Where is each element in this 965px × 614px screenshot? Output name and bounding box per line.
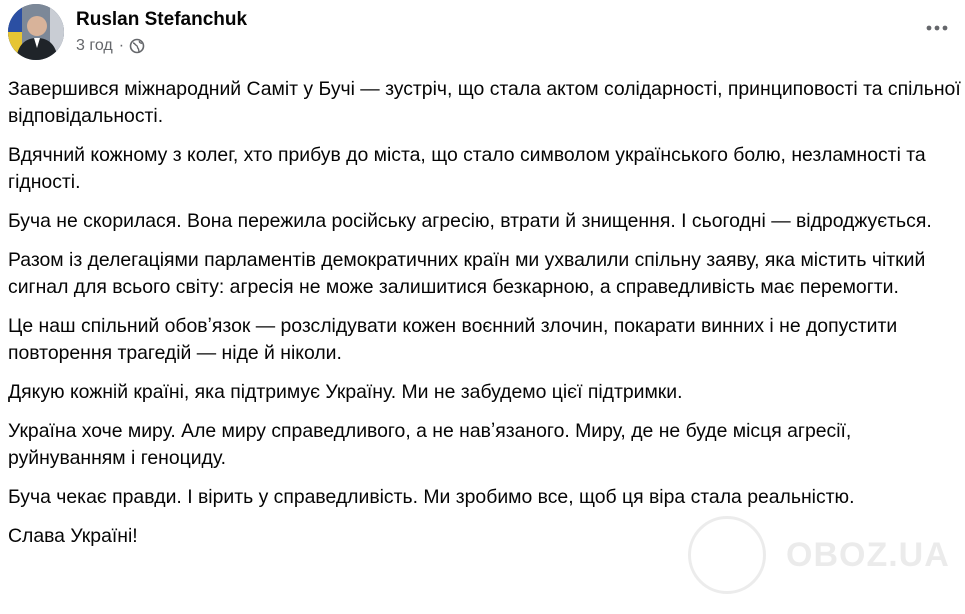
post-text — [8, 76, 963, 562]
avatar-image — [8, 4, 64, 60]
watermark-text: OBOZ.UA — [786, 536, 950, 574]
post-paragraph: Україна хоче миру. Але миру справедливого, а не навʼязаного. Миру, де не буде місця агресії, руйнуванням і геноциду. — [8, 420, 852, 469]
more-options-icon[interactable] — [921, 16, 953, 40]
post-paragraph: Буча не скорилася. Вона пережила російську агресію, втрати й знищення. І сьогодні — відроджується. — [8, 210, 932, 232]
post-paragraph: Це наш спільний обовʼязок — розслідувати кожен воєнний злочин, покарати винних і не допустити повторення трагедій — ніде й ніколи. — [8, 315, 898, 364]
post-paragraph: Буча чекає правди. І вірить у справедливість. Ми зробимо все, щоб ця віра стала реальністю. — [8, 486, 855, 508]
post-header — [8, 4, 957, 64]
post-meta — [76, 37, 145, 55]
globe-icon[interactable] — [129, 38, 145, 54]
post-paragraph: Завершився міжнародний Саміт у Бучі — зустріч, що стала актом солідарності, принциповості та спільної відповідальності. — [8, 78, 961, 127]
author-name[interactable]: Ruslan Stefanchuk — [76, 9, 248, 30]
post-time[interactable]: 3 год — [76, 37, 113, 54]
avatar[interactable] — [8, 4, 64, 60]
post-paragraph: Слава Україні! — [8, 525, 138, 547]
meta-separator: · — [118, 37, 125, 54]
post-paragraph: Дякую кожній країні, яка підтримує Україну. Ми не забудемо цієї підтримки. — [8, 381, 683, 403]
post-paragraph: Вдячний кожному з колег, хто прибув до міста, що стало символом українського болю, незламності та гідності. — [8, 144, 926, 193]
post-paragraph: Разом із делегаціями парламентів демократичних країн ми ухвалили спільну заяву, яка містить чіткий сигнал для всього світу: агресія не може залишитися безкарною, а справедливість має перемогти. — [8, 249, 926, 298]
